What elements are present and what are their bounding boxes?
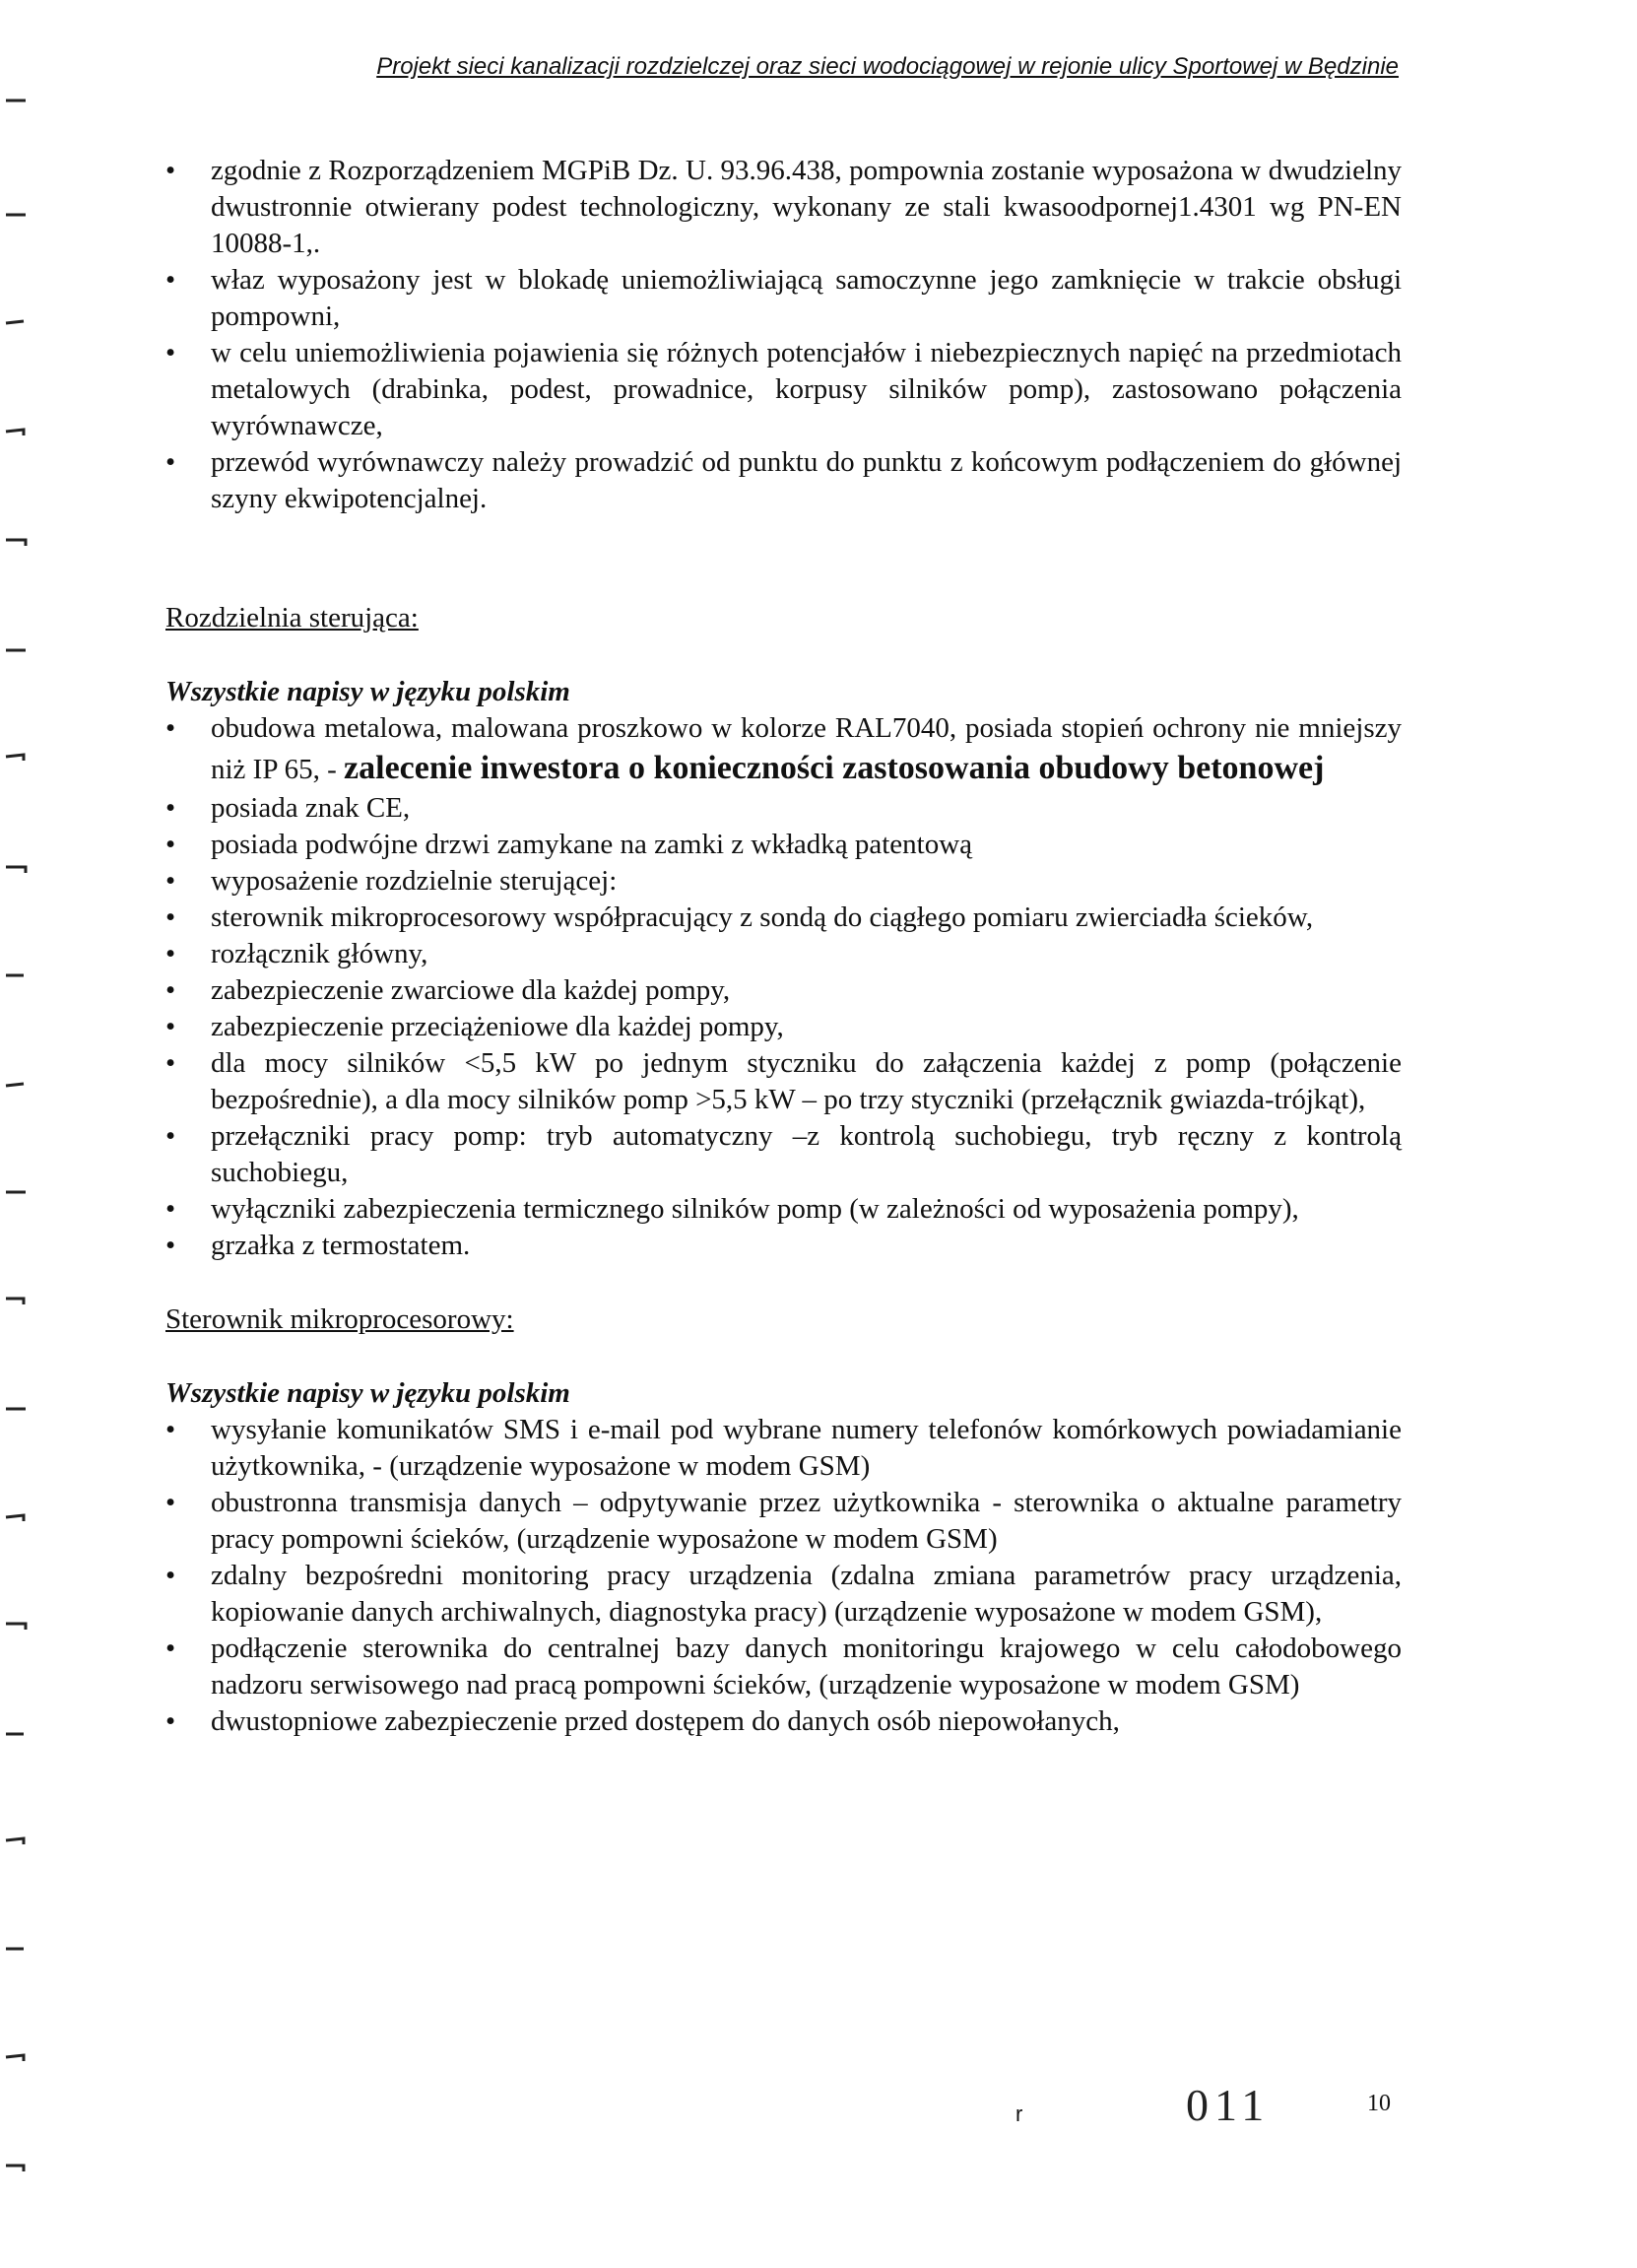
list-item: • zgodnie z Rozporządzeniem MGPiB Dz. U. 93.96.438, pompownia zostanie wyposażona w dwudzielny dwustronnie otwierany podest technologiczny, wykonany ze stali kwasoodpornej1.4301 wg PN-EN 10088-1,. (165, 153, 1402, 262)
section-heading-rozdzielnia: Rozdzielnia sterująca: (165, 602, 419, 634)
list-item: • posiada znak CE, (165, 790, 1402, 827)
page-stamp-number: 011 (1186, 2080, 1271, 2130)
list-item: • wysyłanie komunikatów SMS i e-mail pod wybrane numery telefonów komórkowych powiadamianie użytkownika, - (urządzenie wyposażone w modem GSM) (165, 1412, 1402, 1485)
list-item: • zabezpieczenie zwarciowe dla każdej pompy, (165, 972, 1402, 1009)
list-item: • dla mocy silników <5,5 kW po jednym styczniku do załączenia każdej z pomp (połączenie bezpośrednie), a dla mocy silników pomp >5,5 kW – po trzy styczniki (przełącznik gwiazda-trójkąt), (165, 1045, 1402, 1118)
intro-list (165, 153, 1402, 517)
section-heading-sterownik: Sterownik mikroprocesorowy: (165, 1303, 514, 1335)
investor-recommendation: zalecenie inwestora o konieczności zastosowania obudowy betonowej (344, 750, 1325, 786)
rozdzielnia-list (165, 710, 1402, 1264)
list-item: • rozłącznik główny, (165, 936, 1402, 972)
list-item: • posiada podwójne drzwi zamykane na zamki z wkładką patentową (165, 827, 1402, 863)
list-item: • zabezpieczenie przeciążeniowe dla każdej pompy, (165, 1009, 1402, 1045)
list-item: • dwustopniowe zabezpieczenie przed dostępem do danych osób niepowołanych, (165, 1703, 1402, 1740)
sterownik-list (165, 1412, 1402, 1740)
list-item: • wyłączniki zabezpieczenia termicznego silników pomp (w zależności od wyposażenia pompy), (165, 1191, 1402, 1228)
section-subheading: Wszystkie napisy w języku polskim (165, 1377, 570, 1409)
list-item: • sterownik mikroprocesorowy współpracujący z sondą do ciągłego pomiaru zwierciadła ścieków, (165, 900, 1402, 936)
list-item: • zdalny bezpośredni monitoring pracy urządzenia (zdalna zmiana parametrów pracy urządzenia, kopiowanie danych archiwalnych, diagnostyka pracy) (urządzenie wyposażone w modem GSM), (165, 1558, 1402, 1631)
list-item: • wyposażenie rozdzielnie sterującej: (165, 863, 1402, 900)
list-item: • podłączenie sterownika do centralnej bazy danych monitoringu krajowego w celu całodobowego nadzoru serwisowego nad pracą pompowni ścieków, (urządzenie wyposażone w modem GSM) (165, 1631, 1402, 1703)
list-item: • w celu uniemożliwienia pojawienia się różnych potencjałów i niebezpiecznych napięć na przedmiotach metalowych (drabinka, podest, prowadnice, korpusy silników pomp), zastosowano połączenia wyrównawcze, (165, 335, 1402, 444)
list-item: • grzałka z termostatem. (165, 1228, 1402, 1264)
page-number: 10 (1367, 2091, 1391, 2116)
list-item (165, 710, 1402, 790)
document-body (165, 153, 1402, 1740)
footer-mark: r (1015, 2101, 1023, 2126)
list-item-text: obudowa metalowa, malowana proszkowo w kolorze RAL7040, posiada stopień ochrony nie mniejszy niż IP 65, - (211, 712, 1402, 785)
list-item: • przewód wyrównawczy należy prowadzić od punktu do punktu z końcowym podłączeniem do głównej szyny ekwipotencjalnej. (165, 444, 1402, 517)
scan-margin-marks (0, 0, 59, 2268)
list-item: • właz wyposażony jest w blokadę uniemożliwiającą samoczynne jego zamknięcie w trakcie obsługi pompowni, (165, 262, 1402, 335)
page-header-title: Projekt sieci kanalizacji rozdzielczej oraz sieci wodociągowej w rejonie ulicy Sportowej w Będzinie (376, 53, 1399, 80)
list-item: • obustronna transmisja danych – odpytywanie przez użytkownika - sterownika o aktualne parametry pracy pompowni ścieków, (urządzenie wyposażone w modem GSM) (165, 1485, 1402, 1558)
section-subheading: Wszystkie napisy w języku polskim (165, 676, 570, 707)
list-item: • przełączniki pracy pomp: tryb automatyczny –z kontrolą suchobiegu, tryb ręczny z kontrolą suchobiegu, (165, 1118, 1402, 1191)
